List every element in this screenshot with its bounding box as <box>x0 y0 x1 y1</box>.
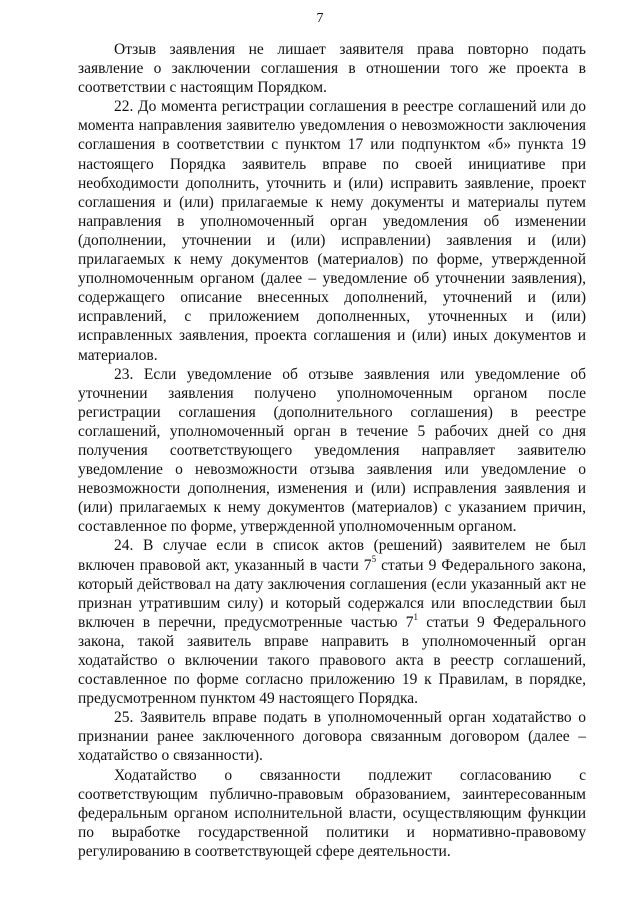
paragraph-25 <box>78 708 586 765</box>
page-number: 7 <box>316 11 324 26</box>
paragraph-text: 22. До момента регистрации соглашения в реестре соглашений или до момента направления заявителю уведомления о невозможности заключения соглашения в соответствии с пунктом 17 или подпунктом «б» пункта 19 настоящего Порядка заявитель вправе по своей инициативе при необходимости дополнить, уточнить и (или) исправить заявление, проект соглашения и (или) прилагаемые к нему документы и материалы путем направления в уполномоченный орган уведомления об изменении (дополнении, уточнении и (или) исправлении) заявления и (или) прилагаемых к нему документов (материалов) по форме, утвержденной уполномоченным органом (далее – уведомление об уточнении заявления), содержащего описание внесенных дополнений, уточнений и (или) исправлений, с приложением дополненных, уточненных и (или) исправленных заявления, проекта соглашения и (или) иных документов и материалов. <box>78 98 586 364</box>
paragraph-text: 25. Заявитель вправе подать в уполномоченный орган ходатайство о признании ранее заключенного договора связанным договором (далее – ходатайство о связанности). <box>78 709 586 765</box>
paragraph-text: 24. В случае если в список актов (решений) заявителем не был включен правовой акт, указанный в части 7 <box>78 537 586 574</box>
paragraph-text: 23. Если уведомление об отзыве заявления или уведомление об уточнении заявления получено уполномоченным органом после регистрации соглашения (дополнительного соглашения) в реестре соглашений, уполномоченный орган в течение 5 рабочих дней со дня получения соответствующего уведомления направляет заявителю уведомление о невозможности отзыва заявления или уведомление о невозможности дополнения, изменения и (или) исправления заявления и (или) прилагаемых к нему документов (материалов) с указанием причин, составленное по форме, утвержденной уполномоченным органом. <box>78 365 586 536</box>
paragraph-text: статьи 9 Федерального закона, который действовал на дату заключения соглашения (если указанный акт не признан утратившим силу) и который содержался или впоследствии был включен в перечни, предусмотренные частью 7 <box>78 556 587 631</box>
paragraph-22 <box>78 97 586 364</box>
paragraph-petition <box>78 766 586 861</box>
paragraph-text: Ходатайство о связанности подлежит согласованию с соответствующим публично-правовым образованием, заинтересованным федеральным органом исполнительной власти, осуществляющим функции по выработке государственной политики и нормативно-правовому регулированию в соответствующей сфере деятельности. <box>78 766 586 860</box>
paragraph-text: статьи 9 Федерального закона, такой заявитель вправе направить в уполномоченный орган ходатайство о включении такого правового акта в реестр соглашений, составленное по форме согласно приложению 19 к Правилам, в порядке, предусмотренном пунктом 49 настоящего Порядка. <box>78 613 586 708</box>
paragraph-23 <box>78 365 586 537</box>
document-body <box>78 40 586 861</box>
paragraph-revocation <box>78 40 586 97</box>
superscript: 5 <box>371 554 377 565</box>
paragraph-24 <box>78 536 586 708</box>
superscript: 1 <box>413 611 419 622</box>
paragraph-text: Отзыв заявления не лишает заявителя права повторно подать заявление о заключении соглашения в отношении того же проекта в соответствии с настоящим Порядком. <box>78 41 586 97</box>
